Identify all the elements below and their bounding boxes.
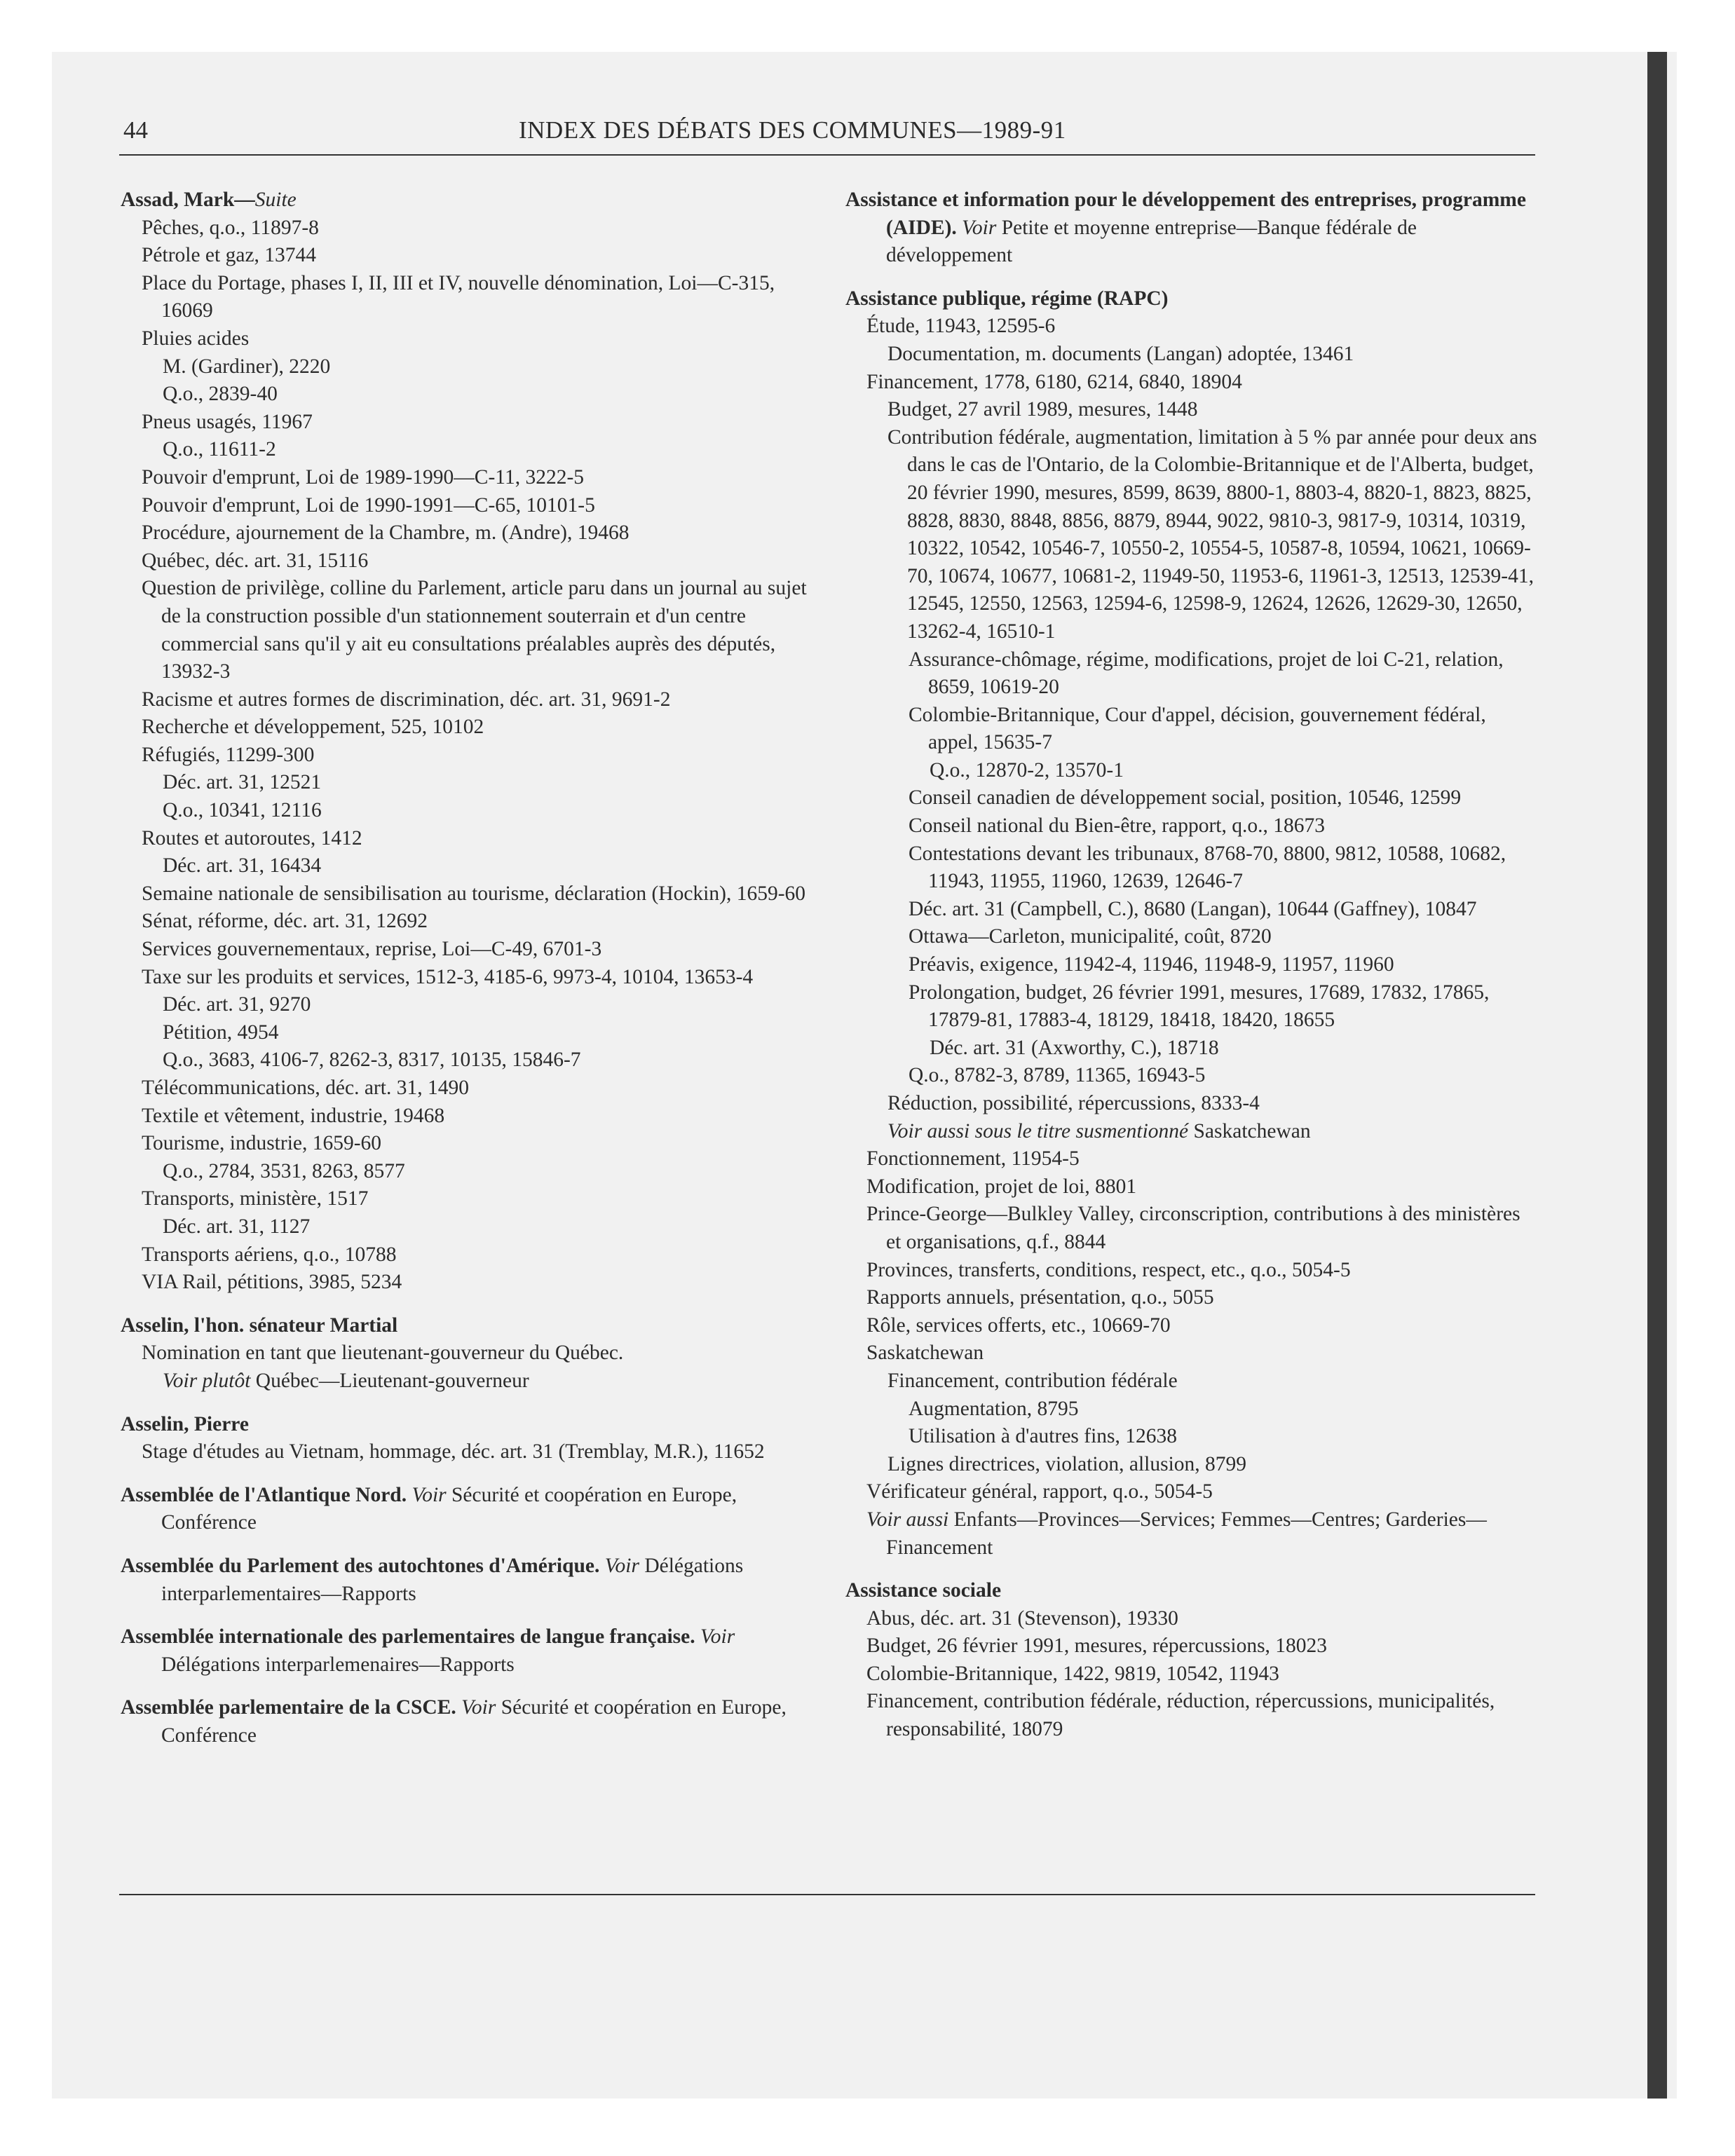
subentry: Modification, projet de loi, 8801	[866, 1175, 1137, 1198]
subentry: Réfugiés, 11299-300	[142, 743, 315, 766]
subentry: Stage d'études au Vietnam, hommage, déc. art. 31 (Tremblay, M.R.), 11652	[142, 1440, 765, 1464]
subentry: Télécommunications, déc. art. 31, 1490	[142, 1077, 469, 1099]
subentry: Déc. art. 31, 1127	[163, 1215, 311, 1238]
subentry: Préavis, exigence, 11942-4, 11946, 11948-9, 11957, 11960	[909, 953, 1394, 976]
subentry: Pétition, 4954	[163, 1021, 279, 1044]
subentry: Saskatchewan	[866, 1342, 984, 1365]
subentry: Colombie-Britannique, 1422, 9819, 10542, 11943	[866, 1662, 1279, 1685]
subentry: M. (Gardiner), 2220	[163, 355, 331, 378]
subentry: Financement, 1778, 6180, 6214, 6840, 18904	[866, 370, 1242, 393]
subentry: Sénat, réforme, déc. art. 31, 12692	[142, 910, 428, 933]
subentry: Question de privilège, colline du Parlement, article paru dans un journal au sujet de la construction possible d'un stationnement souterrain et d'un centre commercial sans qu'il y ait eu consultations préalables auprès des députés, 13932-3	[142, 577, 807, 683]
subentry: Pluies acides	[142, 327, 250, 350]
subentry: Pêches, q.o., 11897-8	[142, 216, 319, 239]
subentry: Pétrole et gaz, 13744	[142, 244, 317, 267]
cross-reference: Voir aussi sous le titre susmentionné Saskatchewan	[887, 1119, 1311, 1142]
subentry: Lignes directrices, violation, allusion, 8799	[887, 1452, 1247, 1475]
subentry: Rôle, services offerts, etc., 10669-70	[866, 1314, 1171, 1337]
subentry: Nomination en tant que lieutenant-gouverneur du Québec.	[142, 1342, 624, 1365]
subentry: Contestations devant les tribunaux, 8768-70, 8800, 9812, 10588, 10682, 11943, 11955, 11960, 12639, 12646-7	[909, 842, 1506, 893]
subentry: Services gouvernementaux, reprise, Loi—C-49, 6701-3	[142, 938, 602, 961]
index-entry-internationale: Assemblée internationale des parlementaires de langue française. Voir Délégations interparlemenaires—Rapports	[121, 1625, 735, 1676]
entry-heading: Assad, Mark—Suite	[121, 189, 297, 211]
subentry: Étude, 11943, 12595-6	[866, 315, 1056, 338]
subentry: Utilisation à d'autres fins, 12638	[909, 1425, 1178, 1448]
subentry: Déc. art. 31 (Campbell, C.), 8680 (Langan), 10644 (Gaffney), 10847	[909, 897, 1477, 920]
subentry: VIA Rail, pétitions, 3985, 5234	[142, 1271, 402, 1294]
running-head: INDEX DES DÉBATS DES COMMUNES—1989-91	[519, 116, 1066, 144]
subentry: Prolongation, budget, 26 février 1991, mesures, 17689, 17832, 17865, 17879-81, 17883-4, 18129, 18418, 18420, 18655	[909, 981, 1490, 1032]
subentry: Québec, déc. art. 31, 15116	[142, 549, 369, 572]
binding-edge	[1647, 52, 1667, 2099]
subentry: Déc. art. 31, 9270	[163, 993, 311, 1016]
subentry: Budget, 26 février 1991, mesures, répercussions, 18023	[866, 1635, 1328, 1658]
subentry: Contribution fédérale, augmentation, limitation à 5 % par année pour deux ans dans le cas de l'Ontario, de la Colombie-Britannique et de l'Alberta, budget, 20 février 1990, mesures, 8599, 8639, 8800-1, 8803-4, 8820-1, 8823, 8825, 8828, 8830, 8848, 8856, 8879, 8944, 9022, 9810-3, 9817-9, 10314, 10319, 10322, 10542, 10546-7, 10550-2, 10554-5, 10587-8, 10594, 10621, 10669-70, 10674, 10677, 10681-2, 11949-50, 11953-6, 11961-3, 12513, 12539-41, 12545, 12550, 12563, 12594-6, 12598-9, 12624, 12626, 12629-30, 12650, 13262-4, 16510-1	[887, 425, 1537, 643]
index-entry-assad	[121, 186, 815, 1297]
subentry: Routes et autoroutes, 1412	[142, 826, 362, 850]
subentry: Budget, 27 avril 1989, mesures, 1448	[887, 398, 1198, 421]
subentry: Rapports annuels, présentation, q.o., 5055	[866, 1286, 1214, 1309]
entry-heading: Assistance sociale	[845, 1579, 1002, 1602]
subentry: Fonctionnement, 11954-5	[866, 1147, 1080, 1171]
cross-reference: Voir plutôt Québec—Lieutenant-gouverneur	[163, 1369, 529, 1392]
subentry: Financement, contribution fédérale	[887, 1369, 1178, 1392]
subentry: Q.o., 3683, 4106-7, 8262-3, 8317, 10135, 15846-7	[163, 1049, 581, 1072]
index-entry-rapc	[845, 285, 1539, 1562]
subentry: Financement, contribution fédérale, réduction, répercussions, municipalités, responsabilité, 18079	[866, 1690, 1495, 1741]
index-entry-autochtones: Assemblée du Parlement des autochtones d'Amérique. Voir Délégations interparlementaires—Rapports	[121, 1554, 744, 1605]
subentry: Textile et vêtement, industrie, 19468	[142, 1104, 445, 1127]
subentry: Taxe sur les produits et services, 1512-3, 4185-6, 9973-4, 10104, 13653-4	[142, 965, 754, 988]
subentry: Q.o., 8782-3, 8789, 11365, 16943-5	[909, 1064, 1206, 1087]
footer-rule	[119, 1894, 1535, 1895]
subentry: Q.o., 2784, 3531, 8263, 8577	[163, 1159, 405, 1182]
subentry: Q.o., 12870-2, 13570-1	[930, 758, 1124, 782]
subentry: Déc. art. 31 (Axworthy, C.), 18718	[930, 1036, 1219, 1059]
left-column	[121, 186, 815, 1749]
subentry: Abus, déc. art. 31 (Stevenson), 19330	[866, 1606, 1178, 1630]
subentry: Prince-George—Bulkley Valley, circonscription, contributions à des ministères et organisations, q.f., 8844	[866, 1203, 1520, 1253]
subentry: Réduction, possibilité, répercussions, 8333-4	[887, 1092, 1260, 1114]
subentry: Déc. art. 31, 12521	[163, 771, 322, 794]
page-number: 44	[123, 116, 148, 144]
index-entry-assistance-sociale	[845, 1577, 1539, 1744]
subentry: Assurance-chômage, régime, modifications, projet de loi C-21, relation, 8659, 10619-20	[909, 648, 1504, 699]
index-entry-aide: Assistance et information pour le développement des entreprises, programme (AIDE). Voir Petite et moyenne entreprise—Banque fédérale de développement	[845, 189, 1526, 267]
subentry: Q.o., 11611-2	[163, 438, 276, 461]
index-entry-csce: Assemblée parlementaire de la CSCE. Voir Sécurité et coopération en Europe, Conférence	[121, 1696, 787, 1747]
subentry: Conseil canadien de développement social, position, 10546, 12599	[909, 786, 1462, 810]
subentry: Documentation, m. documents (Langan) adoptée, 13461	[887, 342, 1354, 365]
subentry: Q.o., 2839-40	[163, 383, 278, 406]
index-entry-asselin-martial	[121, 1312, 815, 1396]
cross-reference: Voir aussi Enfants—Provinces—Services; Femmes—Centres; Garderies—Financement	[866, 1508, 1487, 1559]
subentry: Recherche et développement, 525, 10102	[142, 716, 484, 739]
subentry: Ottawa—Carleton, municipalité, coût, 8720	[909, 925, 1272, 948]
index-entry-atlantique: Assemblée de l'Atlantique Nord. Voir Sécurité et coopération en Europe, Conférence	[121, 1483, 737, 1534]
subentry: Procédure, ajournement de la Chambre, m. (Andre), 19468	[142, 521, 630, 545]
subentry: Vérificateur général, rapport, q.o., 5054-5	[866, 1480, 1213, 1503]
subentry: Transports, ministère, 1517	[142, 1187, 369, 1210]
subentry: Colombie-Britannique, Cour d'appel, décision, gouvernement fédéral, appel, 15635-7	[909, 703, 1486, 754]
subentry: Place du Portage, phases I, II, III et IV, nouvelle dénomination, Loi—C-315, 16069	[142, 271, 775, 322]
right-column	[845, 186, 1539, 1744]
subentry: Transports aériens, q.o., 10788	[142, 1243, 397, 1266]
index-entry-asselin-pierre	[121, 1411, 815, 1466]
entry-heading: Asselin, Pierre	[121, 1412, 249, 1435]
entry-heading: Assistance publique, régime (RAPC)	[845, 287, 1169, 310]
subentry: Tourisme, industrie, 1659-60	[142, 1132, 382, 1155]
subentry: Semaine nationale de sensibilisation au tourisme, déclaration (Hockin), 1659-60	[142, 882, 806, 905]
subentry: Conseil national du Bien-être, rapport, q.o., 18673	[909, 814, 1325, 838]
subentry: Pouvoir d'emprunt, Loi de 1989-1990—C-11, 3222-5	[142, 465, 585, 489]
entry-heading: Asselin, l'hon. sénateur Martial	[121, 1314, 398, 1337]
subentry: Provinces, transferts, conditions, respect, etc., q.o., 5054-5	[866, 1258, 1351, 1281]
subentry: Pneus usagés, 11967	[142, 410, 313, 433]
subentry: Déc. art. 31, 16434	[163, 854, 322, 878]
subentry: Racisme et autres formes de discrimination, déc. art. 31, 9691-2	[142, 688, 671, 711]
subentry: Pouvoir d'emprunt, Loi de 1990-1991—C-65, 10101-5	[142, 493, 595, 517]
subentry: Q.o., 10341, 12116	[163, 799, 322, 822]
subentry: Augmentation, 8795	[909, 1397, 1079, 1420]
header-rule	[119, 154, 1535, 156]
